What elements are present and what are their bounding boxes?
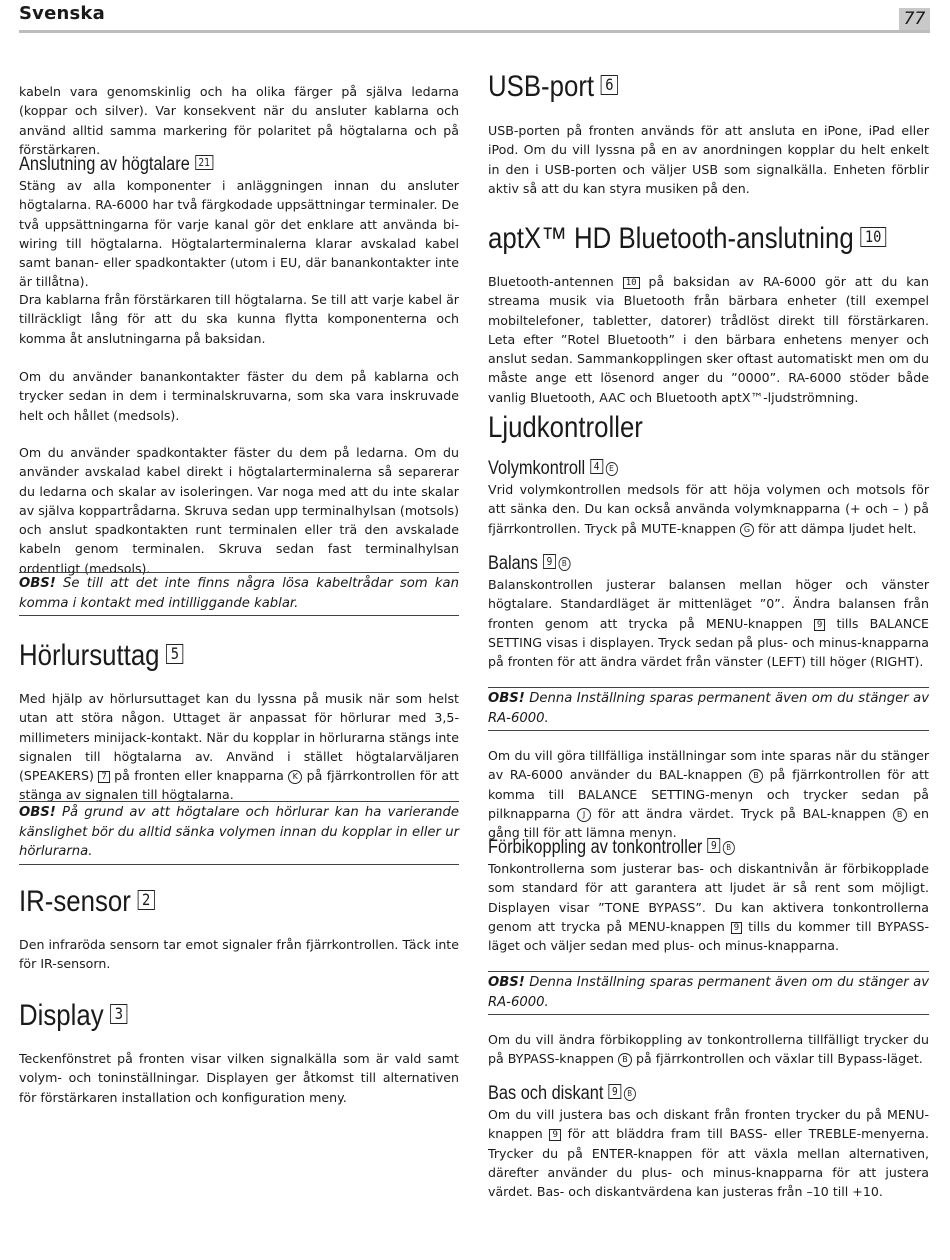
audio-controls-section xyxy=(488,410,929,446)
headphone-paragraph xyxy=(19,689,459,805)
ir-paragraph: Den infraröda sensorn tar emot signaler från fjärrkontrollen. Täck inte för IR-sensorn. xyxy=(19,937,459,972)
usb-heading-text: USB-port xyxy=(488,70,595,103)
balance-section xyxy=(488,553,929,671)
bypass-text-a: Tonkontrollerna som justerar bas- och diskantnivån är förbikopplade som standard för att garantera att ljudet är så rent som möjligt. Displayen visar ”TONE BYPASS”. Du kan aktivera tonkontrollerna genom att trycka på MENU-knappen xyxy=(488,861,929,934)
balance-text-b: tills BALANCE SETTING visas i displayen. Tryck sedan på plus- och minus-knapparna på fronten för att ändra värdet från vänster (LEFT) till höger (RIGHT). xyxy=(488,615,929,670)
display-ref-box: 3 xyxy=(110,1004,127,1024)
arrow-key-icon: J xyxy=(577,808,591,822)
headphone-text-b: på fronten eller knapparna xyxy=(109,768,289,784)
display-heading-text: Display xyxy=(19,999,104,1032)
obs-note-3 xyxy=(488,687,929,731)
speaker-heading-text: Anslutning av högtalare xyxy=(19,154,190,175)
page-language-label: Svenska xyxy=(19,3,105,24)
usb-paragraph-block xyxy=(488,121,929,198)
bass-treble-section xyxy=(488,1083,929,1201)
volume-paragraph xyxy=(488,480,929,538)
bass-treble-paragraph xyxy=(488,1105,929,1201)
volume-text-b: för att dämpa ljudet helt. xyxy=(754,520,917,536)
speaker-paragraph-2-block xyxy=(19,290,459,348)
bluetooth-paragraph-block xyxy=(488,272,929,407)
speaker-paragraph-4-block xyxy=(19,443,459,578)
bluetooth-text-a: Bluetooth-antennen xyxy=(488,274,623,289)
page-number: 77 xyxy=(899,8,930,30)
usb-paragraph: USB-porten på fronten används för att ansluta en iPone, iPad eller iPod. Om du vill lyssna på en av anordningen kopplar du helt enkelt in den i USB-porten och väljer USB som signalkälla. Enheten förblir aktiv så att du kan styra musiken på den. xyxy=(488,123,929,196)
bypass-paragraph xyxy=(488,859,929,955)
bass-ref-box: 9 xyxy=(609,1084,622,1099)
speaker-paragraph-3-block xyxy=(19,367,459,425)
volume-heading xyxy=(488,458,867,480)
speaker-paragraph-2: Dra kablarna från förstärkaren till högtalarna. Se till att varje kabel är tillräckligt lång för att du ska kunna flytta komponenterna och komma åt anslutningarna på baksidan. xyxy=(19,292,459,346)
bypass-temp-text-a: Om du vill ändra förbikoppling av tonkontrollerna tillfälligt trycker du på BYPASS-knappen xyxy=(488,1032,929,1067)
usb-ref-box: 6 xyxy=(601,75,618,95)
obs-label: OBS! xyxy=(488,691,525,706)
bluetooth-paragraph xyxy=(488,272,929,407)
menu-ref-box: 9 xyxy=(731,922,742,934)
balance-paragraph xyxy=(488,575,929,671)
balance-temp-text-b: på fjärrkontrollen för att komma till BALANCE SETTING-menyn och trycker sedan på pilknapparna xyxy=(488,767,929,821)
display-heading xyxy=(19,998,397,1034)
ir-heading-text: IR-sensor xyxy=(19,885,131,918)
display-paragraph-block xyxy=(19,1049,459,1107)
volume-heading-text: Volymkontroll xyxy=(488,458,586,479)
bluetooth-section xyxy=(488,221,929,257)
obs-text: Se till att det inte finns några lösa kabeltrådar som kan komma i kontakt med intilliggande kablar. xyxy=(19,576,459,611)
bypass-heading xyxy=(488,837,867,859)
balance-temp-text-a: Om du vill göra tillfälliga inställningar som inte sparas när du stänger av RA-6000 använder du BAL-knappen xyxy=(488,748,929,783)
bypass-temp-block xyxy=(488,1030,929,1069)
headphone-section xyxy=(19,638,459,674)
balance-temp-text-c: för att ändra värdet. Tryck på BAL-knappen xyxy=(591,805,893,821)
headphone-heading xyxy=(19,638,397,674)
volume-remote-icon: E xyxy=(605,462,617,476)
obs-label: OBS! xyxy=(19,576,56,591)
bluetooth-ref-box: 10 xyxy=(861,227,886,247)
bypass-temp-paragraph xyxy=(488,1030,929,1069)
balance-text-a: Balanskontrollen justerar balansen mellan höger och vänster högtalare. Standardläget är mittenläget ”0”. Ändra balansen från fronten genom att trycka på MENU-knappen xyxy=(488,577,929,631)
ir-ref-box: 2 xyxy=(138,890,155,910)
usb-heading xyxy=(488,69,867,105)
obs-label: OBS! xyxy=(19,805,56,820)
bluetooth-heading-text: aptX™ HD Bluetooth-anslutning xyxy=(488,222,854,255)
remote-key-icon: K xyxy=(288,770,302,784)
bass-treble-heading xyxy=(488,1083,867,1105)
balance-heading-text: Balans xyxy=(488,553,538,574)
balance-temp-paragraph xyxy=(488,746,929,842)
obs-text: På grund av att högtalare och hörlurar kan ha varierande känslighet bör du alltid sänka volymen innan du kopplar in eller ur hörlurarna. xyxy=(19,805,459,859)
display-section xyxy=(19,998,459,1034)
headphone-paragraph-block xyxy=(19,689,459,805)
speaker-heading xyxy=(19,154,397,176)
speaker-ref-box: 21 xyxy=(195,155,213,170)
speaker-paragraph-1: Stäng av alla komponenter i anläggningen innan du ansluter högtalarna. RA-6000 har två färgkodade uppsättningar terminaler. De två uppsättningarna för varje kanal gör det enklare att använda bi-wiring till högtalarna. Högtalarterminalerna klarar avskalad kabel samt banan- eller spadkontakter (utom i EU, där banankontakter inte är tillåtna). xyxy=(19,178,459,290)
ir-paragraph-block xyxy=(19,935,459,974)
balance-ref-box: 9 xyxy=(543,554,556,569)
menu-ref-box: 9 xyxy=(814,619,825,631)
mute-key-icon: G xyxy=(740,523,754,537)
bass-text-a: Om du vill justera bas och diskant från fronten trycker du på MENU-knappen xyxy=(488,1107,929,1142)
intro-text: kabeln vara genomskinlig och ha olika färger på själva ledarna (koppar och silver). Var konsekvent när du ansluter kablarna och använd alltid samma markering för polaritet på högtalarna och på förstärkaren. xyxy=(19,84,459,157)
volume-ref-box: 4 xyxy=(590,459,603,474)
bypass-section xyxy=(488,837,929,955)
usb-section xyxy=(488,69,929,105)
balance-temp-text-d: en gång till för att lämna menyn. xyxy=(488,805,929,841)
bass-treble-heading-text: Bas och diskant xyxy=(488,1083,604,1104)
obs-label: OBS! xyxy=(488,975,525,990)
antenna-ref-box: 10 xyxy=(623,277,640,289)
bass-remote-icon: B xyxy=(624,1087,636,1101)
bypass-temp-text-b: på fjärrkontrollen och växlar till Bypass-läget. xyxy=(632,1051,923,1067)
headphone-text-c: på fjärrkontrollen för att stänga av signalen till högtalarna. xyxy=(19,768,459,803)
balance-remote-icon: B xyxy=(558,557,570,571)
obs-note-2 xyxy=(19,801,459,865)
display-paragraph: Teckenfönstret på fronten visar vilken signalkälla som är vald samt volym- och toninställningar. Displayen ger åtkomst till alternativen för förstärkaren installation och konfiguration meny. xyxy=(19,1051,459,1105)
ir-section xyxy=(19,884,459,920)
speaker-section xyxy=(19,154,459,292)
bass-text-b: för att bläddra fram till BASS- eller TREBLE-menyerna. Trycker du på ENTER-knappen för att växla mellan alternativen, därefter använder du plus- och minus-knapparna för att justera värdet. Bas- och diskantvärdena kan justeras från –10 till +10. xyxy=(488,1126,929,1200)
intro-paragraph xyxy=(19,82,459,159)
audio-controls-heading: Ljudkontroller xyxy=(488,411,643,444)
volume-section xyxy=(488,458,929,538)
ir-heading xyxy=(19,884,397,920)
menu-ref-box: 9 xyxy=(549,1129,560,1141)
speaker-paragraph-4: Om du använder spadkontakter fäster du dem på ledarna. Om du använder avskalad kabel direkt i högtalarterminalerna så separerar du ledarna och skalar av isoleringen. Var noga med att du inte skalar av själva koppartrådarna. Skruva sedan upp terminalhylsan (motsols) och anslut spadkontakten runt terminalen eller trä den avskalade kabeln genom terminalen. Skruva sedan fast terminalhylsan ordentligt (medsols). xyxy=(19,445,459,576)
speakers-ref-box: 7 xyxy=(98,771,109,783)
bal-key-icon: B xyxy=(893,808,907,822)
bypass-ref-box: 9 xyxy=(708,838,721,853)
bluetooth-heading xyxy=(488,221,882,257)
bypass-key-icon: B xyxy=(618,1053,632,1067)
obs-note-4 xyxy=(488,971,929,1015)
obs-note-1 xyxy=(19,572,459,616)
headphone-heading-text: Hörlursuttag xyxy=(19,639,160,672)
bluetooth-text-b: på baksidan av RA-6000 gör att du kan streama musik via Bluetooth från bärbara enheter (till exempel mobiltelefoner, tabletter, datorer) trådlöst direkt till förstärkaren. Leta efter ”Rotel Bluetooth” i den bärbara enhetens menyer och anslut sedan. Sammankopplingen sker oftast automatiskt men om du måste ange ett lösenord anger du ”0000”. RA-6000 stöder både vanlig Bluetooth, AAC och Bluetooth aptX™-ljudströmning. xyxy=(488,274,930,405)
bypass-remote-icon: B xyxy=(723,841,735,855)
headphone-text-a: Med hjälp av hörlursuttaget kan du lyssna på musik när som helst utan att störa någon. Uttaget är anpassat för hörlurar med 3,5-millimeters minijack-kontakt. När du kopplar in hörlurarna stängs inte signalen till högtalarna av. Använd i stället högtalarväljaren (SPEAKERS) xyxy=(19,691,459,784)
obs-text: Denna Inställning sparas permanent även om du stänger av RA-6000. xyxy=(488,691,929,726)
header-divider xyxy=(19,30,930,33)
balance-heading xyxy=(488,553,867,575)
balance-temp-block xyxy=(488,746,929,842)
headphone-ref-box: 5 xyxy=(166,644,183,664)
speaker-paragraph-3: Om du använder banankontakter fäster du dem på kablarna och trycker sedan in dem i terminalskruvarna, som ska vara inskruvade helt och hållet (medsols). xyxy=(19,369,459,423)
obs-text: Denna Inställning sparas permanent även om du stänger av RA-6000. xyxy=(488,975,929,1010)
bypass-text-b: tills du kommer till BYPASS-läget och väljer sedan med plus- och minus-knapparna. xyxy=(488,918,930,954)
bal-key-icon: B xyxy=(749,769,763,783)
volume-text-a: Vrid volymkontrollen medsols för att höja volymen och motsols för att sänka den. Du kan också använda volymknapparna (+ och – ) på fjärrkontrollen. Tryck på MUTE-knappen xyxy=(488,482,929,536)
bypass-heading-text: Förbikoppling av tonkontroller xyxy=(488,837,703,858)
